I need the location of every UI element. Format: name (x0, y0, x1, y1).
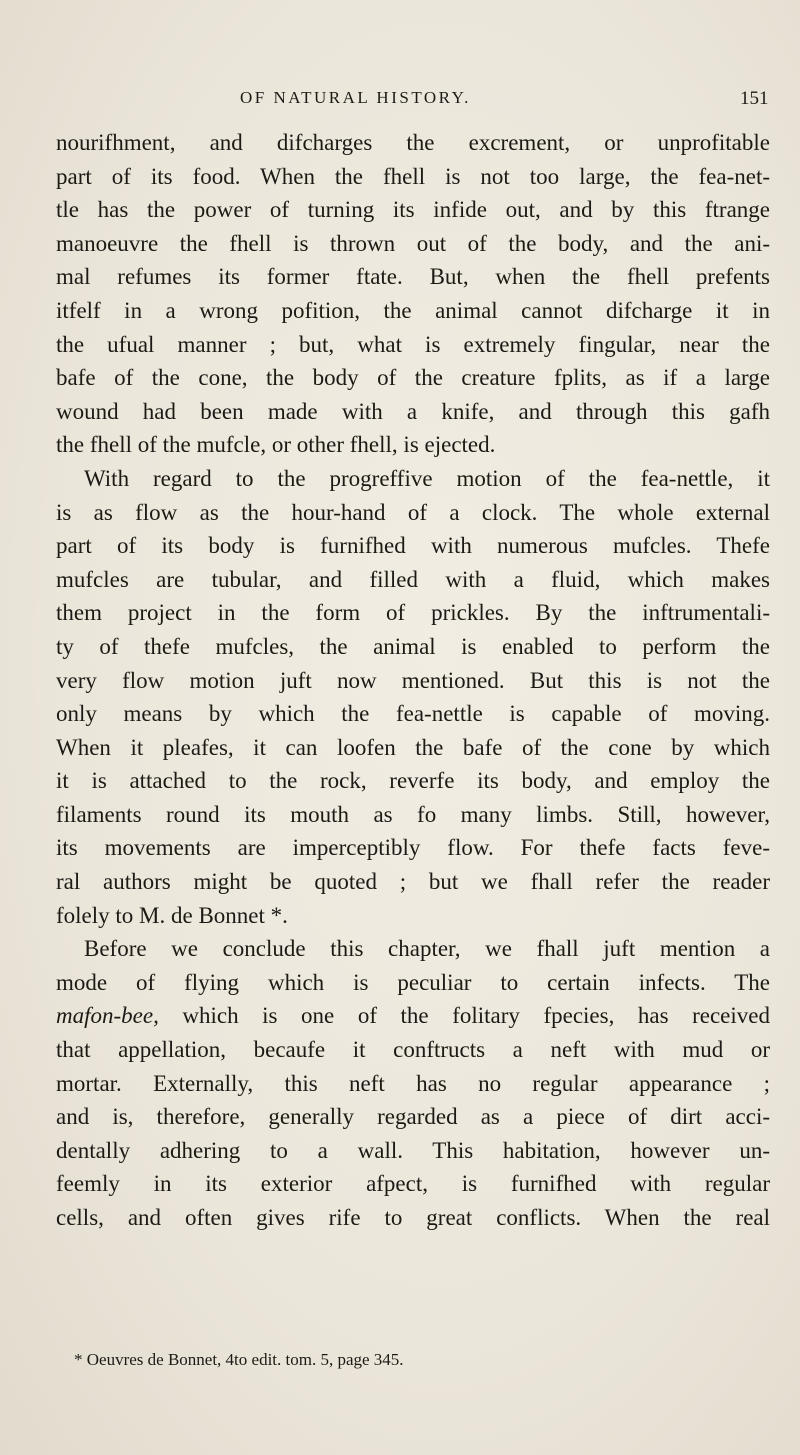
body-text (56, 126, 770, 1235)
text-line: the ufual manner ; but, what is extremely fingular, near the (56, 331, 770, 357)
text-line: folely to M. de Bonnet *. (56, 902, 288, 928)
text-line: bafe of the cone, the body of the creature fplits, as if a large (56, 365, 770, 391)
text-line: is as flow as the hour-hand of a clock. The whole external (56, 499, 770, 525)
footnote: * Oeuvres de Bonnet, 4to edit. tom. 5, page 345. (74, 1350, 404, 1369)
text-line: filaments round its mouth as fo many limbs. Still, however, (56, 801, 770, 827)
running-head (0, 88, 800, 118)
text-line: mal refumes its former ftate. But, when the fhell prefents (56, 264, 770, 290)
text-line: ty of thefe mufcles, the animal is enabled to perform the (56, 633, 770, 659)
text-line-rest: which is one of the folitary fpecies, has received (182, 1003, 770, 1029)
text-line: only means by which the fea-nettle is capable of moving. (56, 701, 770, 727)
text-line: mode of flying which is peculiar to certain infects. The (56, 969, 770, 995)
text-line: When it pleafes, it can loofen the bafe of the cone by which (56, 734, 770, 760)
italic-term: mafon-bee, (56, 1003, 159, 1029)
text-line: mufcles are tubular, and filled with a fluid, which makes (56, 566, 770, 592)
page-number: 151 (740, 88, 769, 109)
text-line: and is, therefore, generally regarded as a piece of dirt acci- (56, 1104, 770, 1130)
text-line: dentally adhering to a wall. This habitation, however un- (56, 1137, 770, 1163)
text-line: wound had been made with a knife, and through this gafh (56, 398, 770, 424)
text-line: the fhell of the mufcle, or other fhell, is ejected. (56, 432, 496, 458)
text-line: them project in the form of prickles. By the inftrumentali- (56, 600, 770, 626)
text-line: itfelf in a wrong pofition, the animal cannot difcharge it in (56, 297, 770, 323)
text-line: cells, and often gives rife to great conflicts. When the real (56, 1205, 770, 1230)
text-line: nourifhment, and difcharges the excrement, or unprofitable (56, 130, 770, 155)
text-line: that appellation, becaufe it conftructs a neft with mud or (56, 1037, 770, 1063)
paragraph-start-line: With regard to the progreffive motion of the fea-nettle, it (84, 465, 770, 491)
text-line: its movements are imperceptibly flow. For thefe facts feve- (56, 835, 770, 861)
text-line-with-italic (56, 999, 770, 1033)
paragraph-start-line: Before we conclude this chapter, we fhall juft mention a (84, 936, 770, 962)
text-line: part of its body is furnifhed with numerous mufcles. Thefe (56, 533, 770, 559)
text-line: ral authors might be quoted ; but we fhall refer the reader (56, 869, 770, 895)
text-line: it is attached to the rock, reverfe its body, and employ the (56, 768, 770, 794)
text-line: very flow motion juft now mentioned. But this is not the (56, 667, 770, 693)
text-line: mortar. Externally, this neft has no regular appearance ; (56, 1070, 770, 1096)
text-line: part of its food. When the fhell is not too large, the fea-net- (56, 163, 770, 189)
text-line: tle has the power of turning its infide out, and by this ftrange (56, 197, 770, 223)
text-line: manoeuvre the fhell is thrown out of the body, and the ani- (56, 230, 770, 256)
text-line: feemly in its exterior afpect, is furnifhed with regular (56, 1171, 770, 1197)
running-title: OF NATURAL HISTORY. (240, 88, 471, 107)
